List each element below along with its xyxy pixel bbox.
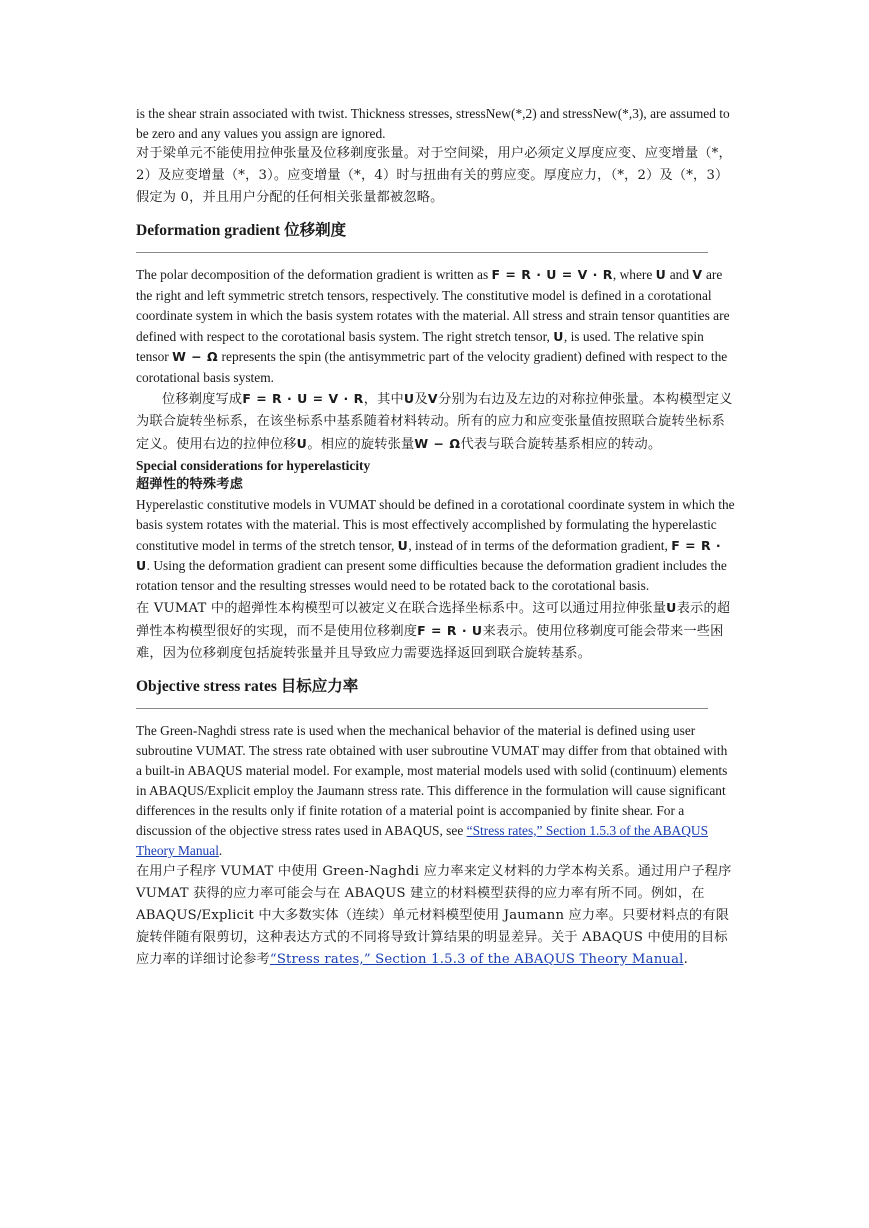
paragraph-hyperelastic-en: Hyperelastic constitutive models in VUMAT should be defined in a corotational coordinate system in which the basis system rotates with the material. This is most effectively accomplished by formulating the hyperelastic constitutive model in terms of the stretch tensor, U, instead of in terms of the deformation gradient, F = R · U. Using the deformation gradient can present some difficulties because the deformation gradient includes the rotation tensor and the resulting stresses would need to be rotated back to the corotational basis. <box>136 497 735 594</box>
heading-objective-stress-rates: Objective stress rates 目标应力率 <box>136 677 359 695</box>
paragraph-stress-rates-zh: 在用户子程序 VUMAT 中使用 Green-Naghdi 应力率来定义材料的力学本构关系。通过用户子程序 VUMAT 获得的应力率可能会与在 ABAQUS 建立的材料模型获得的应力率有所不同。例如，在 ABAQUS/Explicit 中大多数实体（连续）单元材料模型使用 Jaumann 应力率。只要材料点的有限旋转伴随有限剪切，这种表达方式的不同将导致计算结果的明显差异。关于 ABAQUS 中使用的目标应力率的详细讨论参考“Stress rates,” Section 1.5.3 of the ABAQUS Theory Manual. <box>136 863 732 967</box>
subheading-hyperelasticity-en: Special considerations for hyperelasticity <box>136 458 371 474</box>
heading-deformation-gradient: Deformation gradient 位移剃度 <box>136 222 347 240</box>
equation-relative-spin: W − Ω <box>172 349 219 365</box>
paragraph-polar-decomposition-en: The polar decomposition of the deformation gradient is written as F = R · U = V · R, where U and V are the right and left symmetric stretch tensors, respectively. The constitutive model is defined in a corotational coordinate system in which the basis system rotates with the material. All stress and strain tensor quantities are defined with respect to the corotational basis system. The right stretch tensor, U, is used. The relative spin tensor W − Ω represents the spin (the antisymmetric part of the velocity gradient) defined with respect to the corotational basis system. <box>136 267 730 385</box>
symbol-v: V <box>427 391 439 407</box>
symbol-u: U <box>553 328 564 344</box>
subheading-hyperelasticity-zh: 超弹性的特殊考虑 <box>136 477 244 493</box>
paragraph-hyperelastic-zh: 在 VUMAT 中的超弹性本构模型可以被定义在联合选择坐标系中。这可以通过用拉伸张量U表示的超弹性本构模型很好的实现，而不是使用位移剃度F = R · U来表示。使用位移剃度可能会带来一些困难，因为位移剃度包括旋转张量并且导致应力需要选择返回到联合旋转基系。 <box>136 599 731 661</box>
paragraph-thickness-en: is the shear strain associated with twist. Thickness stresses, stressNew(*,2) and stressNew(*,3), are assumed to be zero and any values you assign are ignored. <box>136 106 730 141</box>
paragraph-thickness-zh: 对于梁单元不能使用拉伸张量及位移剃度张量。对于空间梁，用户必须定义厚度应变、应变增量（*，2）及应变增量（*，3）。应变增量（*，4）时与扭曲有关的剪应变。厚度应力，（*，2）及（*，3）假定为 0，并且用户分配的任何相关张量都被忽略。 <box>136 146 732 206</box>
link-stress-rates-theory-manual[interactable]: “Stress rates,” Section 1.5.3 of the ABAQUS Theory Manual <box>136 822 709 858</box>
equation-polar-decomposition: F = R · U = V · R <box>242 391 364 407</box>
equation-relative-spin: W − Ω <box>414 436 461 452</box>
paragraph-stress-rates-en: The Green-Naghdi stress rate is used when the mechanical behavior of the material is defined using user subroutine VUMAT. The stress rate obtained with user subroutine VUMAT may differ from that obtained with a built-in ABAQUS material model. For example, most material models used with solid (continuum) elements in ABAQUS/Explicit employ the Jaumann stress rate. This difference in the formulation will cause significant differences in the results only if finite rotation of a material point is accompanied by finite shear. For a discussion of the objective stress rates used in ABAQUS, see “Stress rates,” Section 1.5.3 of the ABAQUS Theory Manual. <box>136 722 728 858</box>
paragraph-polar-decomposition-zh: 位移剃度写成F = R · U = V · R，其中U及V分别为右边及左边的对称拉伸张量。本构模型定义为联合旋转坐标系，在该坐标系中基系随着材料转动。所有的应力和应变张量值按照联合旋转坐标系定义。使用右边的拉伸位移U。相应的旋转张量W − Ω代表与联合旋转基系相应的转动。 <box>136 391 733 453</box>
equation-deformation-gradient: F = R · U <box>136 537 722 574</box>
equation-deformation-gradient: F = R · U <box>417 622 483 638</box>
symbol-u: U <box>397 537 409 553</box>
equation-polar-decomposition: F = R · U = V · R <box>491 267 613 283</box>
symbol-u: U <box>666 599 677 615</box>
symbol-u: U <box>403 391 415 407</box>
symbol-v: V <box>692 267 703 283</box>
link-stress-rates-theory-manual[interactable]: “Stress rates,” Section 1.5.3 of the ABAQUS Theory Manual <box>269 951 684 967</box>
symbol-u: U <box>296 436 308 452</box>
symbol-u: U <box>655 267 667 283</box>
document-page <box>136 104 736 971</box>
